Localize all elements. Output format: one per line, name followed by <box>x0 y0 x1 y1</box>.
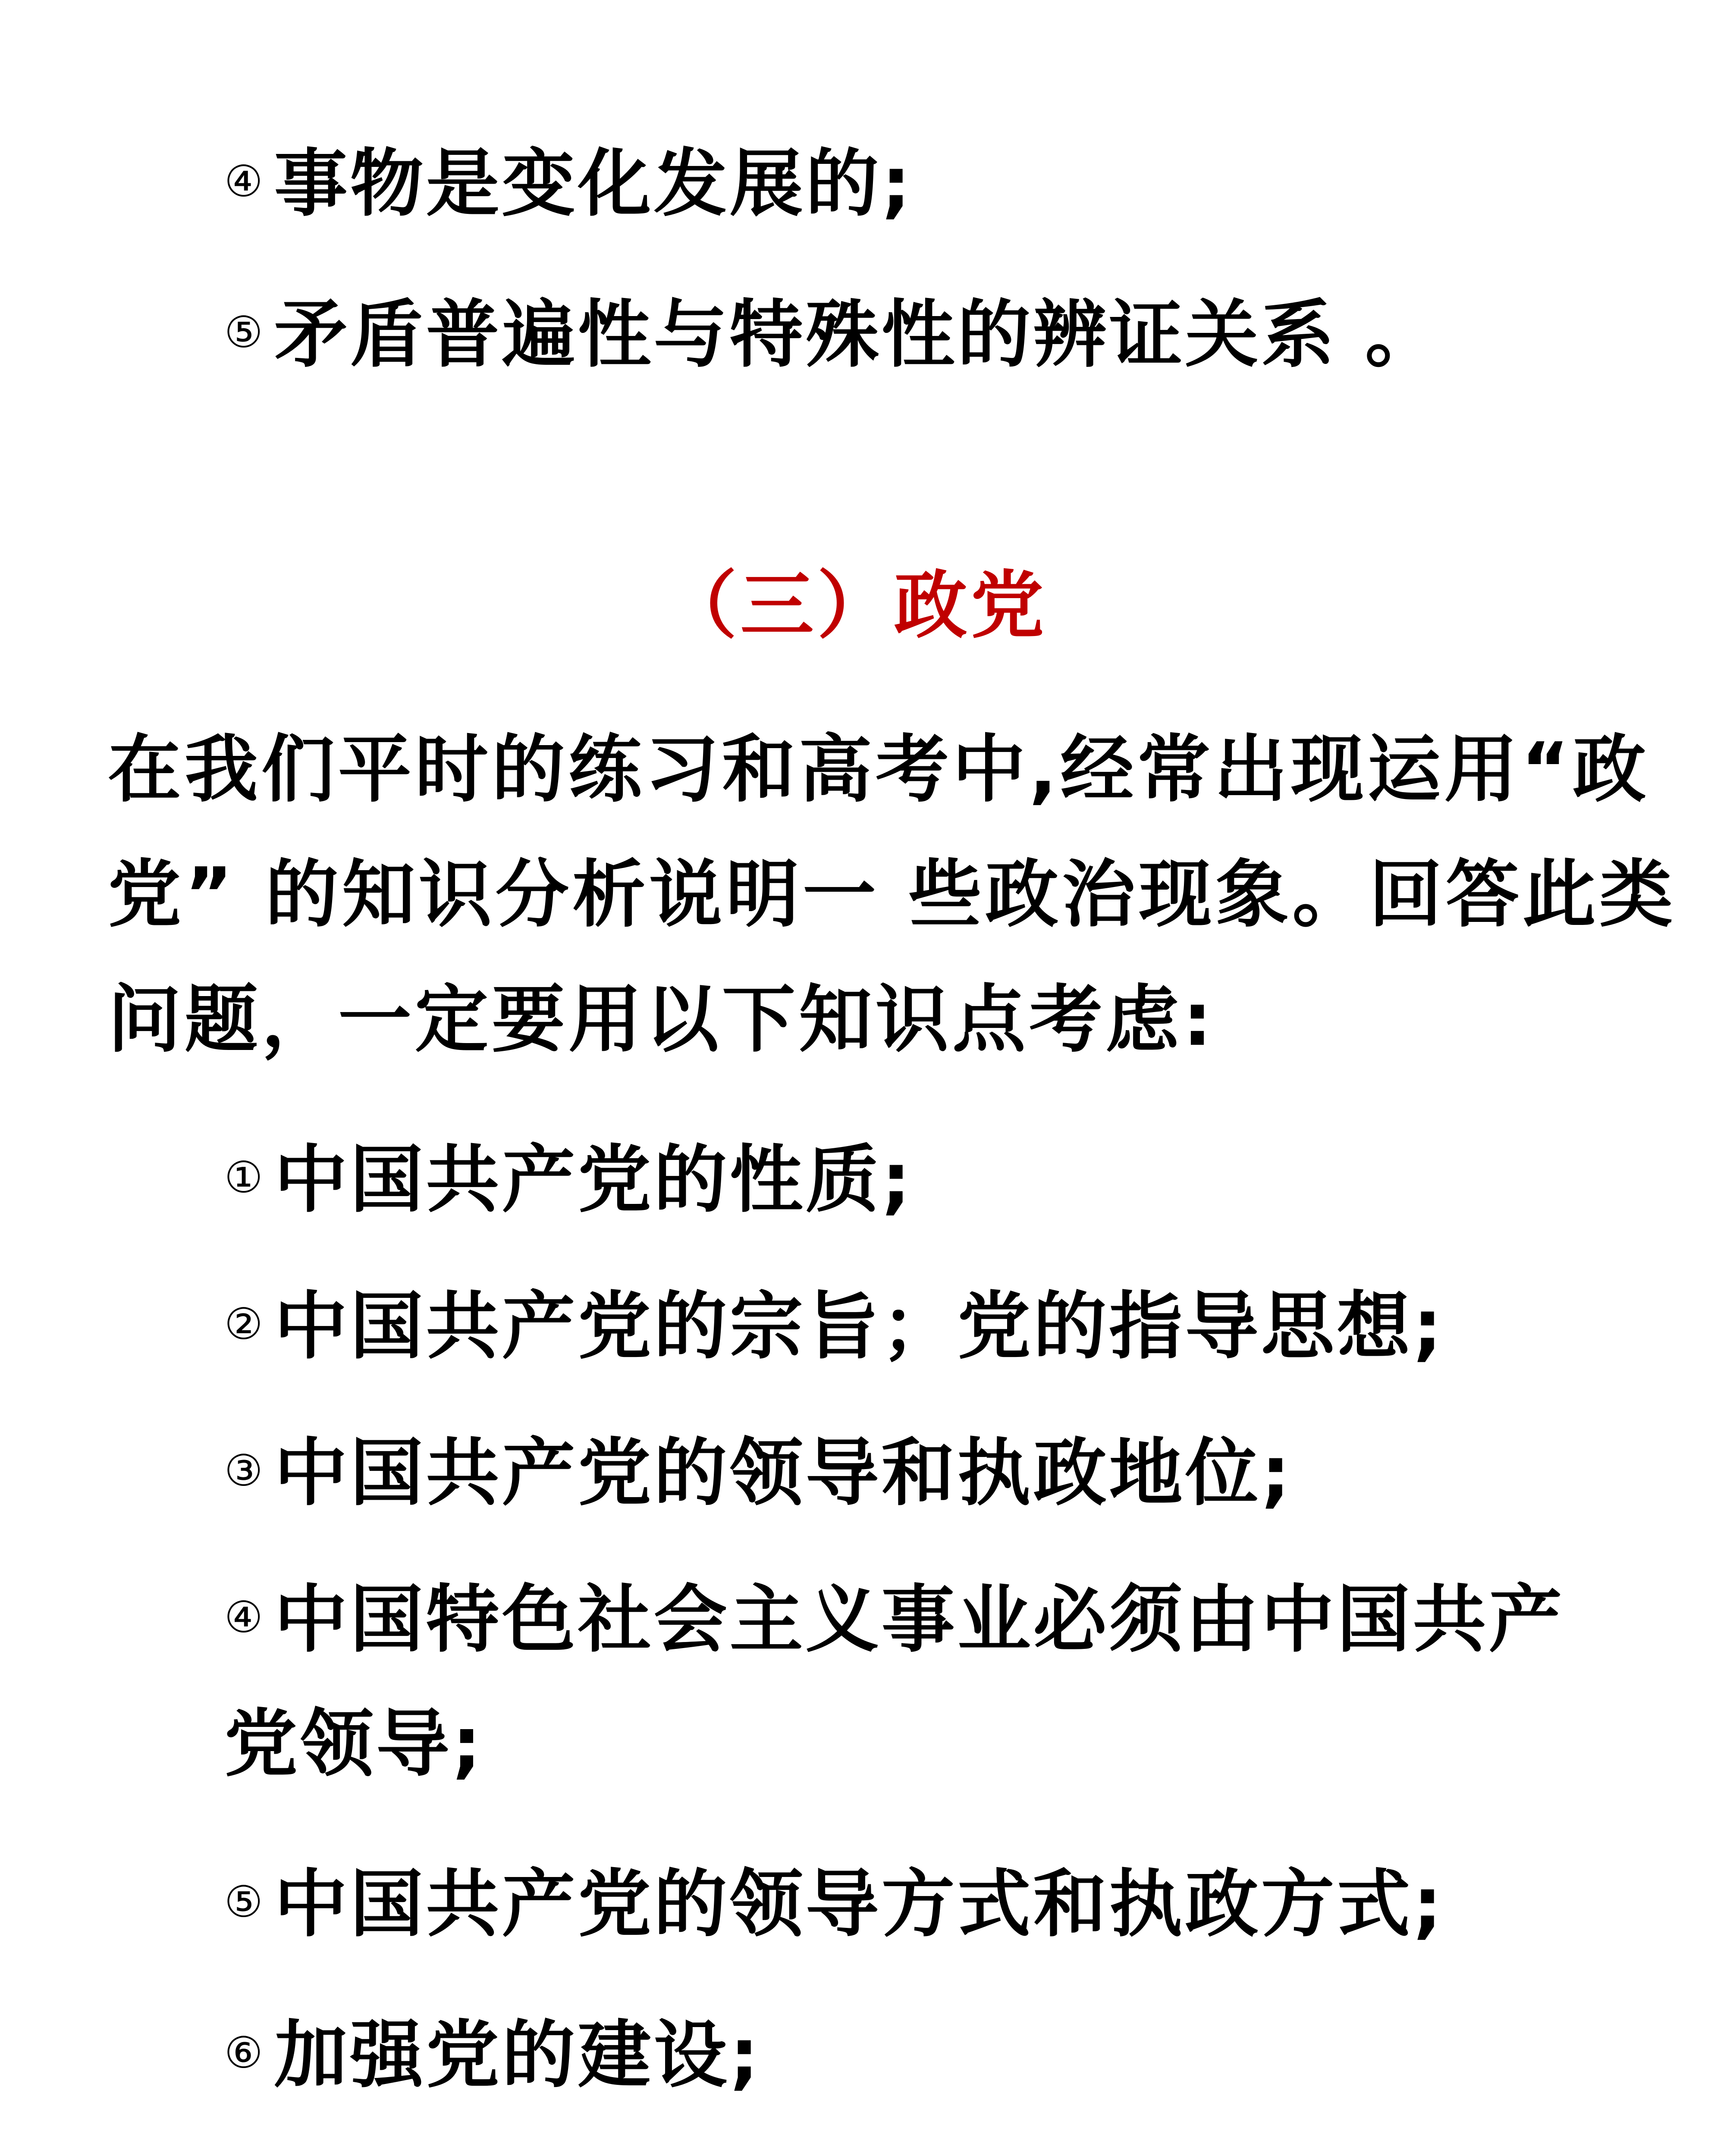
item-text: 加强党的建设; <box>274 2012 762 2098</box>
list-item <box>224 2012 762 2098</box>
item-marker: ① <box>224 1152 266 1203</box>
item-text: 中国共产党的性质; <box>274 1137 914 1223</box>
item-text: 中国共产党的领导方式和执政方式; <box>274 1861 1445 1947</box>
list-item <box>224 292 1441 378</box>
list-item-continuation: 党领导; <box>224 1702 484 1787</box>
item-marker: ⑥ <box>224 2027 266 2078</box>
item-marker: ③ <box>224 1445 266 1496</box>
intro-paragraph-line: 党” 的知识分析说明一 些政治现象。回答此类 <box>108 852 1676 937</box>
list-item <box>224 1861 1445 1947</box>
section-title: （三）政党 <box>663 563 1048 649</box>
intro-paragraph-line: 问题，一定要用以下知识点考虑: <box>108 977 1215 1062</box>
item-marker: ② <box>224 1298 266 1349</box>
item-text: 中国特色社会主义事业必须由中国共产 <box>274 1577 1565 1663</box>
list-item <box>224 141 914 227</box>
item-marker: ④ <box>224 156 266 207</box>
list-item <box>224 1137 914 1223</box>
list-item <box>224 1430 1293 1516</box>
item-text: 中国共产党的领导和执政地位; <box>274 1430 1293 1516</box>
item-marker: ⑤ <box>224 307 266 357</box>
item-text: 中国共产党的宗旨；党的指导思想; <box>274 1284 1445 1369</box>
item-marker: ④ <box>224 1592 266 1642</box>
item-text: 矛盾普遍性与特殊性的辨证关系 。 <box>274 292 1441 378</box>
list-item <box>224 1284 1445 1369</box>
list-item <box>224 1577 1565 1663</box>
item-text: 事物是变化发展的; <box>274 141 914 227</box>
item-marker: ⑤ <box>224 1876 266 1927</box>
intro-paragraph-line: 在我们平时的练习和高考中,经常出现运用“政 <box>108 727 1650 812</box>
